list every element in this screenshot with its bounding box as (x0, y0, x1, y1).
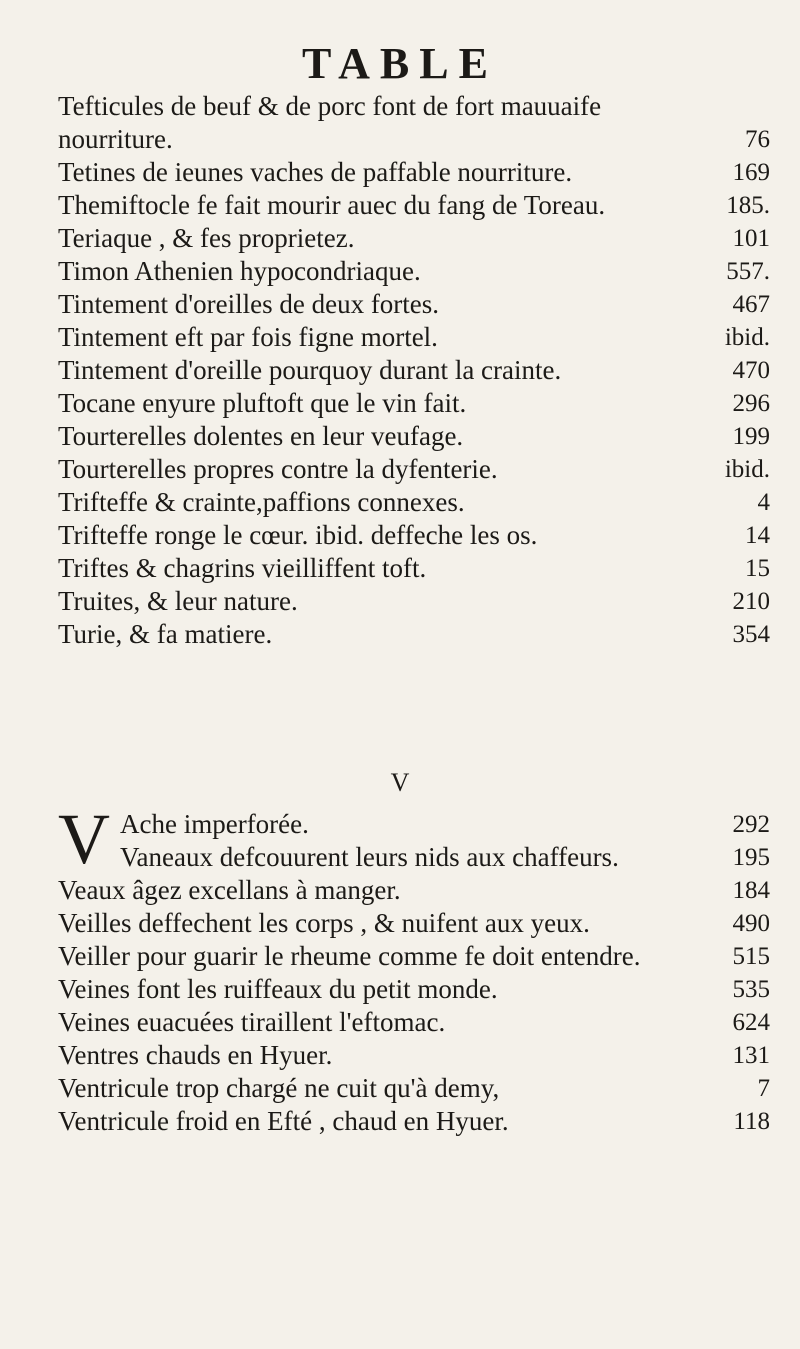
index-entry (58, 156, 770, 189)
entry-text: Turie, & fa matiere. (58, 619, 273, 649)
entry-page: 535 (732, 976, 770, 1003)
index-entry (58, 907, 770, 940)
entry-text: Veiller pour guarir le rheume comme fe doit entendre. (58, 941, 641, 971)
entry-page: 15 (745, 555, 770, 582)
entry-text: Veilles deffechent les corps , & nuifent aux yeux. (58, 908, 590, 938)
index-entry (58, 552, 770, 585)
entry-text: Ventricule froid en Efté , chaud en Hyuer. (58, 1106, 509, 1136)
entry-page: 169 (732, 159, 770, 186)
index-entry (58, 1039, 770, 1072)
entry-text: Veaux âgez excellans à manger. (58, 875, 401, 905)
index-entry (58, 874, 770, 907)
entry-page: 14 (745, 522, 770, 549)
index-entry (58, 486, 770, 519)
section-v-entries (58, 799, 770, 1138)
drop-cap: V (58, 799, 110, 879)
index-entry (58, 841, 770, 874)
index-entry (58, 354, 770, 387)
entry-page: 624 (732, 1009, 770, 1036)
index-entry (58, 940, 770, 973)
entry-page: 292 (732, 811, 770, 838)
entry-text: Ventres chauds en Hyuer. (58, 1040, 333, 1070)
index-entry (58, 321, 770, 354)
entry-text: Tetines de ieunes vaches de paffable nourriture. (58, 157, 573, 187)
entry-text: Truites, & leur nature. (58, 586, 298, 616)
entry-text: Veines euacuées tiraillent l'eftomac. (58, 1007, 446, 1037)
index-entry (58, 973, 770, 1006)
entry-page: 470 (732, 357, 770, 384)
index-entry (58, 808, 770, 841)
entry-text: Teriaque , & fes proprietez. (58, 223, 355, 253)
entry-page: 184 (732, 877, 770, 904)
entry-text: Triftes & chagrins vieilliffent toft. (58, 553, 427, 583)
entry-page: 354 (732, 621, 770, 648)
index-entry (58, 585, 770, 618)
entry-text: Ache imperforée. (120, 809, 309, 839)
entry-text: Trifteffe ronge le cœur. ibid. deffeche les os. (58, 520, 538, 550)
entry-text: Tintement d'oreille pourquoy durant la crainte. (58, 355, 562, 385)
index-entry (58, 288, 770, 321)
entry-page: 195 (732, 844, 770, 871)
entry-page: 199 (732, 423, 770, 450)
index-entry (58, 1105, 770, 1138)
entry-text: Trifteffe & crainte,paffions connexes. (58, 487, 465, 517)
entry-page: 4 (757, 489, 770, 516)
entry-text: Themiftocle fe fait mourir auec du fang de Toreau. (58, 190, 606, 220)
entry-text: Tefticules de beuf & de porc font de fort mauuaife nourriture. (58, 91, 602, 154)
entry-text: Tourterelles dolentes en leur veufage. (58, 421, 464, 451)
entry-text: Tourterelles propres contre la dyfenterie. (58, 454, 498, 484)
index-entry (58, 420, 770, 453)
entry-text: Ventricule trop chargé ne cuit qu'à demy, (58, 1073, 500, 1103)
section-t-entries (58, 90, 770, 651)
index-entry (58, 519, 770, 552)
entry-page: ibid. (724, 324, 770, 351)
entry-page: 101 (732, 225, 770, 252)
entry-text: Tintement d'oreilles de deux fortes. (58, 289, 440, 319)
index-entry (58, 453, 770, 486)
index-entry (58, 255, 770, 288)
entry-page: 7 (757, 1075, 770, 1102)
entry-page: 515 (732, 943, 770, 970)
page-title: TABLE (302, 39, 498, 88)
entry-text: Veines font les ruiffeaux du petit monde. (58, 974, 498, 1004)
entry-text: Timon Athenien hypocondriaque. (58, 256, 421, 286)
entry-page: 467 (732, 291, 770, 318)
index-entry (58, 189, 770, 222)
index-entry (58, 90, 770, 156)
section-heading-v: V (390, 768, 410, 797)
entry-text: Tocane enyure pluftoft que le vin fait. (58, 388, 467, 418)
entry-page: 131 (732, 1042, 770, 1069)
entry-page: 296 (732, 390, 770, 417)
entry-text: Tintement eft par fois figne mortel. (58, 322, 438, 352)
index-entry (58, 387, 770, 420)
entry-page: 118 (733, 1108, 770, 1135)
entry-page: 210 (732, 588, 770, 615)
index-entry (58, 222, 770, 255)
entry-page: 490 (732, 910, 770, 937)
index-entry (58, 618, 770, 651)
index-entry (58, 1072, 770, 1105)
index-entry (58, 1006, 770, 1039)
entry-text: Vaneaux defcouurent leurs nids aux chaffeurs. (120, 842, 619, 872)
entry-page: ibid. (724, 456, 770, 483)
entry-page: 557. (726, 258, 770, 285)
entry-page: 76 (745, 126, 770, 153)
entry-page: 185. (726, 192, 770, 219)
